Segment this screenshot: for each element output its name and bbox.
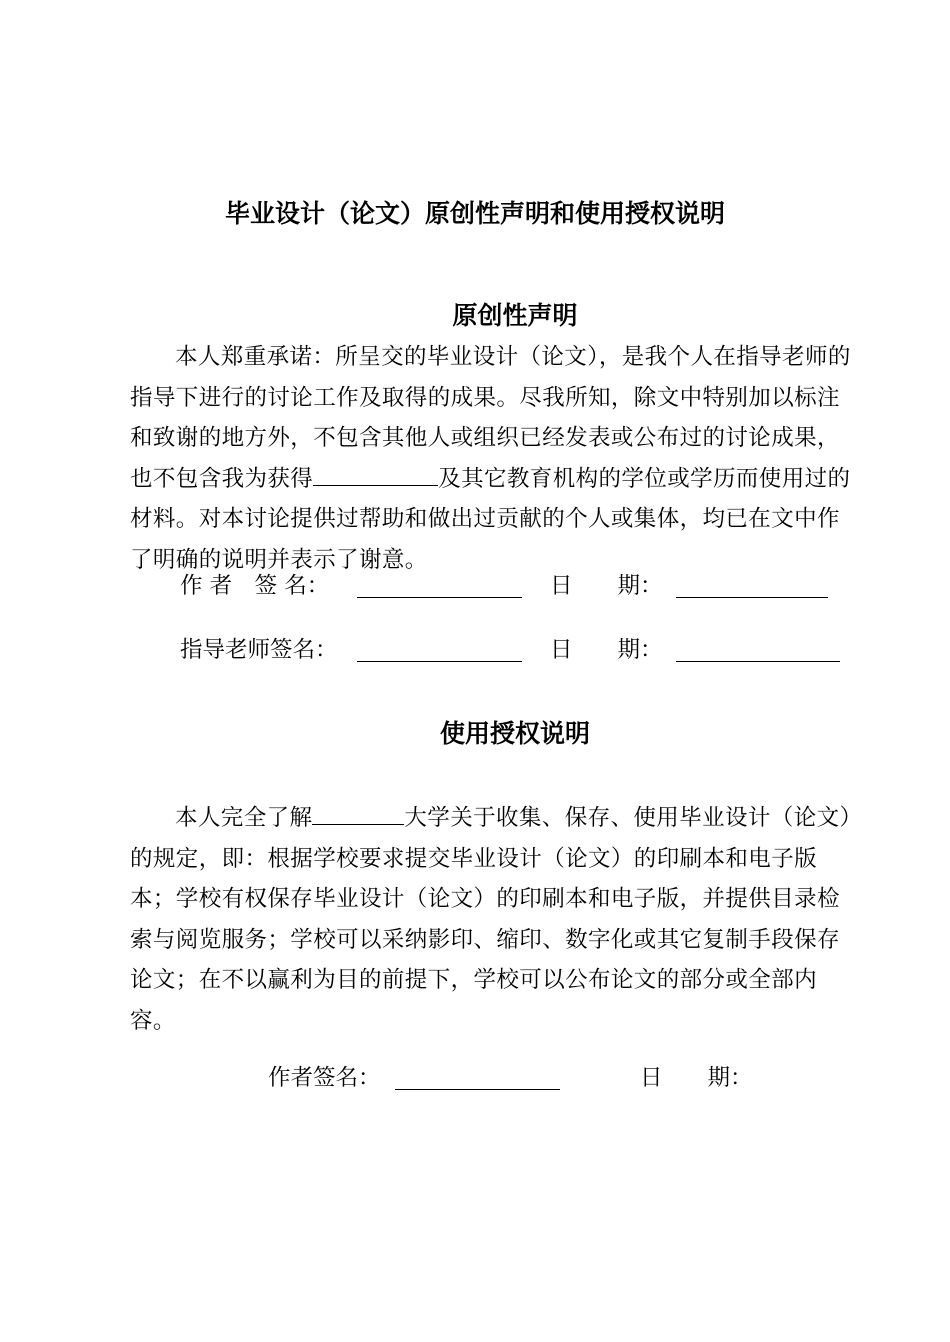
authorization-sign-label: 作者签名： — [268, 1065, 381, 1091]
advisor-sign-label: 指导老师签名： — [180, 637, 338, 663]
advisor-date-line[interactable] — [676, 660, 840, 662]
advisor-signature-line[interactable] — [357, 660, 522, 662]
author-signature-line[interactable] — [357, 596, 522, 598]
author-signature-row — [0, 568, 950, 604]
originality-text-part1: 本人郑重承诺：所呈交的毕业设计（论文），是我个人在指导老师的指导下进行的讨论工作及取得的成果。尽我所知，除文中特别加以标注和致谢的地方外，不包含其他人或组织已经发表或公布过的讨论成果，也不包含我为获得 — [130, 344, 851, 492]
advisor-signature-row — [0, 632, 950, 668]
authorization-text-part2: 大学关于收集、保存、使用毕业设计（论文）的规定，即：根据学校要求提交毕业设计（论文）的印刷本和电子版本；学校有权保存毕业设计（论文）的印刷本和电子版，并提供目录检索与阅览服务；学校可以采纳影印、缩印、数字化或其它复制手段保存论文；在不以赢利为目的前提下，学校可以公布论文的部分或全部内容。 — [130, 805, 852, 1034]
degree-blank[interactable] — [313, 459, 438, 486]
authorization-signature-row — [0, 1060, 950, 1096]
authorization-statement — [130, 798, 855, 1041]
university-blank[interactable] — [312, 798, 404, 825]
author-date-label: 日 期： — [550, 573, 663, 599]
author-sign-label: 作 者 签 名： — [180, 573, 330, 599]
authorization-date-label: 日 期： — [640, 1065, 753, 1091]
originality-heading: 原创性声明 — [452, 301, 578, 330]
authorization-text-part1: 本人完全了解 — [175, 805, 313, 831]
authorization-heading: 使用授权说明 — [439, 719, 590, 748]
advisor-date-label: 日 期： — [550, 637, 663, 663]
authorization-signature-line[interactable] — [395, 1088, 560, 1090]
originality-statement — [130, 337, 855, 580]
originality-text-part2: 及其它教育机构的学位或学历而使用过的材料。对本讨论提供过帮助和做出过贡献的个人或集体，均已在文中作了明确的说明并表示了谢意。 — [130, 465, 851, 573]
author-date-line[interactable] — [676, 596, 828, 598]
document-title: 毕业设计（论文）原创性声明和使用授权说明 — [225, 199, 726, 228]
